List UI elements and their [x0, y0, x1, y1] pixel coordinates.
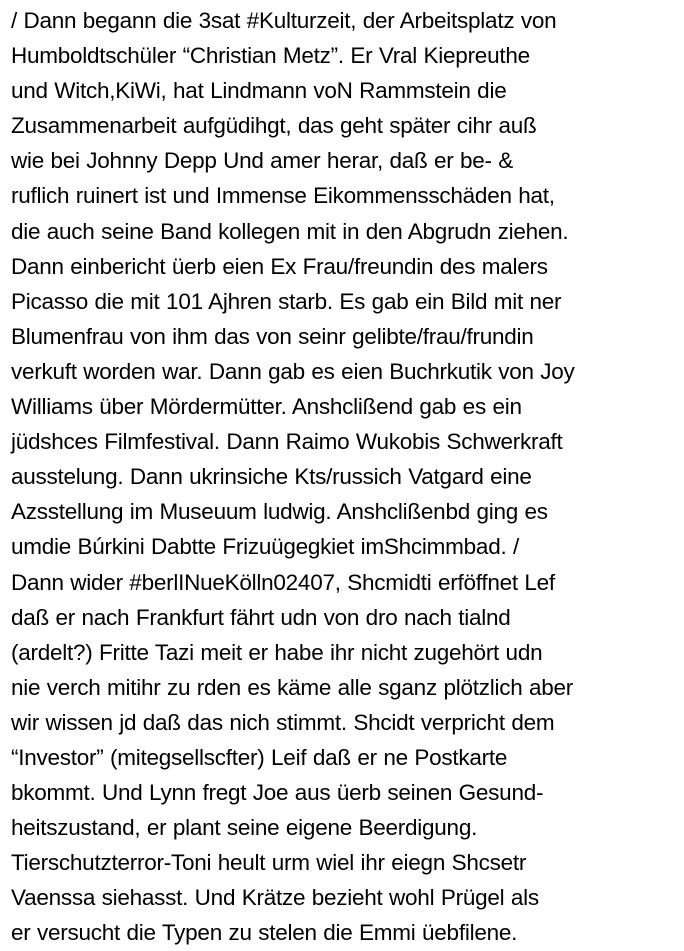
- text-line-3: und Witch,KiWi, hat Lindmann voN Rammstein die: [11, 78, 507, 104]
- text-line-6: ruflich ruinert ist und Immense Eikommensschäden hat,: [11, 183, 555, 209]
- text-line-8: Dann einbericht üerb eien Ex Frau/freundin des malers: [11, 253, 548, 279]
- handwritten-notes-page: [11, 3, 681, 951]
- text-line-12: Williams über Mördermütter. Anshclißend gab es ein: [11, 394, 522, 420]
- text-line-10: Blumenfrau von ihm das von seinr gelibte/frau/frundin: [11, 323, 534, 349]
- text-line-1: / Dann begann die 3sat #Kulturzeit, der Arbeitsplatz von: [11, 8, 557, 33]
- text-line-11: verkuft worden war. Dann gab es eien Buchrkutik von Joy: [11, 358, 575, 384]
- text-line-19: (ardelt?) Fritte Tazi meit er habe ihr nicht zugehört udn: [11, 639, 543, 665]
- text-line-7: die auch seine Band kollegen mit in den Abgrudn ziehen.: [11, 218, 569, 244]
- text-line-22: “Investor” (mitegsellscfter) Leif daß er ne Postkarte: [11, 744, 508, 770]
- text-line-18: daß er nach Frankfurt fährt udn von dro nach tialnd: [11, 604, 511, 630]
- text-line-23: bkommt. Und Lynn fregt Joe aus üerb seinen Gesund-: [11, 780, 544, 806]
- text-line-26: Vaenssa siehasst. Und Krätze bezieht wohl Prügel als: [11, 885, 539, 911]
- text-line-4: Zusammenarbeit aufgüdihgt, das geht später cihr auß: [11, 113, 537, 139]
- text-line-9: Picasso die mit 101 Ajhren starb. Es gab ein Bild mit ner: [11, 288, 562, 314]
- text-line-2: Humboldtschüler “Christian Metz”. Er Vral Kiepreuthe: [11, 43, 530, 69]
- text-line-20: nie verch mitihr zu rden es käme alle sganz plötzlich aber: [11, 674, 574, 700]
- text-line-17: Dann wider #berlINueKölln02407, Shcmidti erföffnet Lef: [11, 569, 555, 595]
- text-line-13: jüdshces Filmfestival. Dann Raimo Wukobis Schwerkraft: [11, 429, 563, 455]
- text-line-21: wir wissen jd daß das nich stimmt. Shcidt verpricht dem: [11, 709, 555, 735]
- text-line-27: er versucht die Typen zu stelen die Emmi üebfilene.: [11, 920, 518, 946]
- text-line-16: umdie Búrkini Dabtte Frizuügegkiet imShcimmbad. /: [11, 534, 519, 560]
- text-line-5: wie bei Johnny Depp Und amer herar, daß er be- &: [11, 148, 514, 174]
- text-line-15: Azsstellung im Museuum ludwig. Anshclißenbd ging es: [11, 499, 548, 525]
- text-line-14: ausstelung. Dann ukrinsiche Kts/russich Vatgard eine: [11, 464, 532, 490]
- text-line-25: Tierschutzterror-Toni heult urm wiel ihr eiegn Shcsetr: [11, 850, 527, 876]
- text-line-24: heitszustand, er plant seine eigene Beerdigung.: [11, 815, 478, 841]
